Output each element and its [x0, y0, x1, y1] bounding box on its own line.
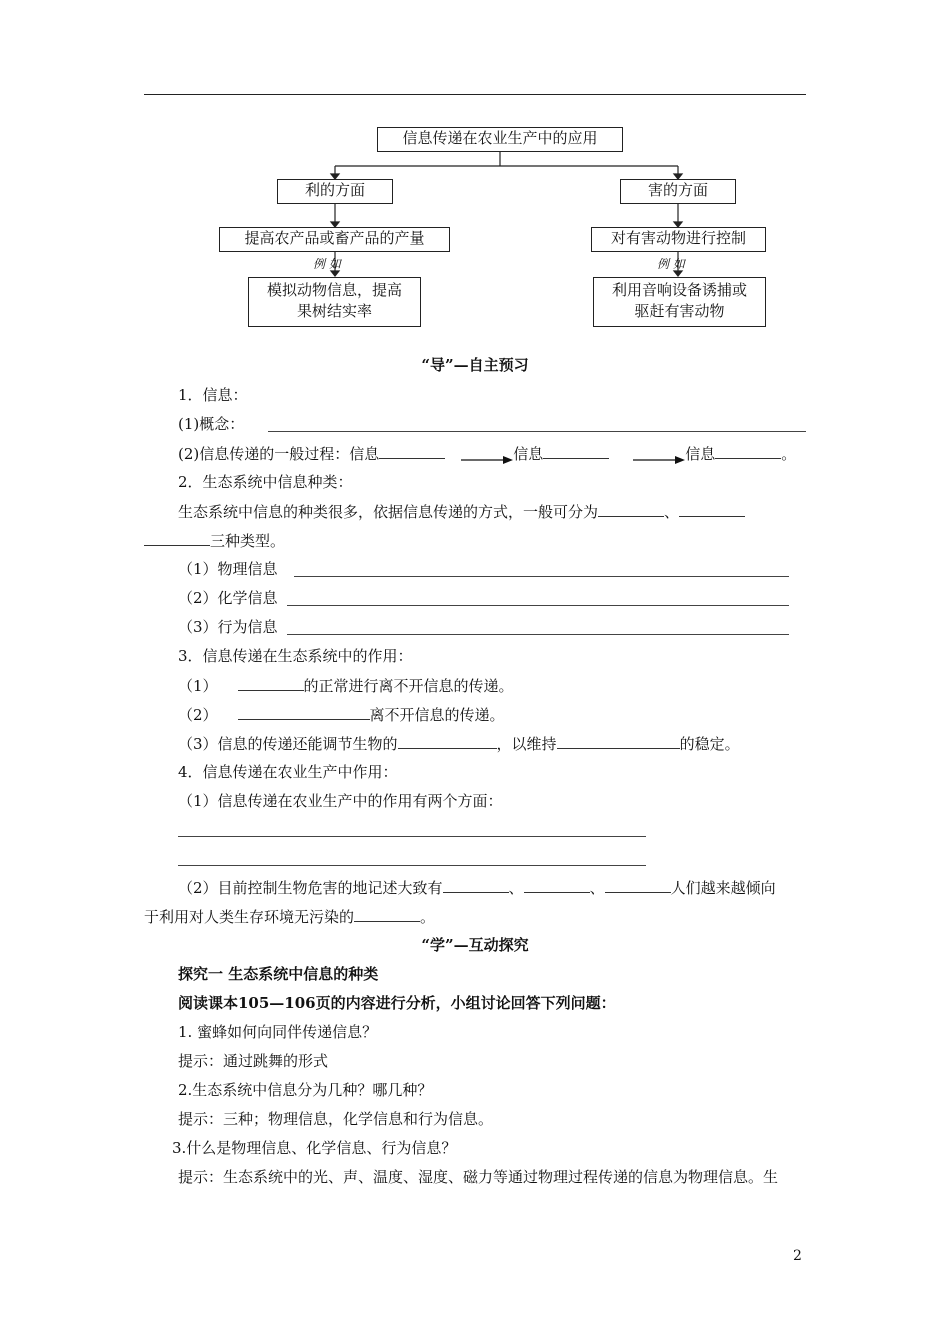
s2-separator: 、	[664, 503, 680, 521]
s4-item-2-sep-2: 、	[589, 879, 605, 897]
flowchart-left-example-box	[248, 277, 421, 327]
page-number: 2	[793, 1248, 802, 1264]
process-arrow-1-icon	[461, 450, 513, 460]
s3-item-2-label: （2）	[178, 706, 218, 724]
s3-item-3-blank-2[interactable]	[557, 733, 680, 749]
s1-concept-label: (1)概念：	[178, 415, 245, 433]
s2-physical-blank[interactable]	[294, 576, 789, 577]
explore-answer-1: 提示：通过跳舞的形式	[178, 1052, 329, 1070]
s2-blank-3[interactable]	[144, 530, 210, 546]
s3-item-1-text: 的正常进行离不开信息的传递。	[303, 677, 514, 695]
s3-item-3-text-a: （3）信息的传递还能调节生物的	[178, 735, 398, 753]
flowchart-harm-box: 害的方面	[620, 179, 736, 204]
explore-question-3: 3.什么是物理信息、化学信息、行为信息？	[172, 1139, 457, 1157]
s2-text: 生态系统中信息的种类很多，依据信息传递的方式，一般可分为	[178, 503, 599, 521]
s4-item-2-text-d: 。	[420, 908, 436, 926]
s1-process-blank-1[interactable]	[379, 443, 445, 459]
s3-item-3	[178, 733, 740, 754]
s1-process-mid-1: 信息	[513, 445, 544, 463]
s3-item-3-blank-1[interactable]	[398, 733, 497, 749]
s3-title: 3．信息传递在生态系统中的作用：	[178, 647, 413, 665]
flowchart-control-box: 对有害动物进行控制	[591, 227, 766, 252]
s4-item-2-blank-3[interactable]	[605, 877, 671, 893]
s4-title: 4．信息传递在农业生产中作用：	[178, 763, 398, 781]
s3-item-2	[178, 704, 505, 725]
s3-item-3-text-c: 的稳定。	[679, 735, 740, 753]
s2-title: 2．生态系统中信息种类：	[178, 473, 353, 491]
s4-item-1-blank-2[interactable]	[178, 865, 646, 866]
s4-item-2-blank-2[interactable]	[524, 877, 590, 893]
flowchart-left-example-line1: 模拟动物信息，提高	[266, 281, 402, 299]
s4-item-2-line1	[178, 877, 776, 898]
s3-item-1-label: （1）	[178, 677, 218, 695]
s4-item-2-text-b: 人们越来越倾向	[670, 879, 776, 897]
s1-process-end: 。	[781, 445, 797, 463]
s4-item-2-line2	[144, 906, 435, 927]
process-arrow-2-icon	[633, 450, 685, 460]
s2-behavior-blank[interactable]	[287, 634, 789, 635]
s4-item-2-sep-1: 、	[508, 879, 524, 897]
flowchart-right-example-box	[593, 277, 766, 327]
flowchart-left-example-label: 例 如	[313, 257, 341, 271]
s2-text-end: 三种类型。	[210, 532, 286, 550]
s1-concept-blank[interactable]	[268, 431, 806, 432]
s1-process-label: (2)信息传递的一般过程：信息	[178, 445, 380, 463]
s4-item-2-text-a: （2）目前控制生物危害的地记述大致有	[178, 879, 443, 897]
flowchart-right-example-line1: 利用音响设备诱捕或	[611, 281, 747, 299]
s2-behavior-label: （3）行为信息	[178, 618, 278, 636]
s2-physical-label: （1）物理信息	[178, 560, 278, 578]
explore-instruction: 阅读课本105—106页的内容进行分析，小组讨论回答下列问题：	[178, 994, 616, 1012]
s4-item-1-blank-1[interactable]	[178, 836, 646, 837]
s1-process-mid-2: 信息	[685, 445, 716, 463]
flowchart-root-box: 信息传递在农业生产中的应用	[377, 127, 623, 152]
flowchart-left-example-line2: 果树结实率	[296, 302, 372, 320]
explore-answer-2: 提示：三种；物理信息，化学信息和行为信息。	[178, 1110, 494, 1128]
s2-blank-1[interactable]	[598, 501, 664, 517]
s2-text-line2	[144, 530, 285, 551]
s4-item-2-text-c: 于利用对人类生存环境无污染的	[144, 908, 355, 926]
flowchart-right-example-line2: 驱赶有害动物	[634, 302, 725, 320]
flowchart-benefit-box: 利的方面	[277, 179, 393, 204]
flowchart-connectors	[0, 0, 950, 340]
s3-item-1-blank[interactable]	[238, 675, 304, 691]
explore-title: 探究一 生态系统中信息的种类	[178, 965, 379, 983]
s4-item-1: （1）信息传递在农业生产中的作用有两个方面：	[178, 792, 503, 810]
s4-item-2-blank-1[interactable]	[443, 877, 509, 893]
explore-answer-3: 提示：生态系统中的光、声、温度、湿度、磁力等通过物理过程传递的信息为物理信息。生	[178, 1168, 779, 1186]
s3-item-1	[178, 675, 514, 696]
s2-blank-2[interactable]	[679, 501, 745, 517]
s2-text-line1	[178, 501, 745, 522]
s1-process-blank-2[interactable]	[543, 443, 609, 459]
s3-item-3-text-b: ，以维持	[496, 735, 557, 753]
s4-item-2-blank-4[interactable]	[354, 906, 420, 922]
explore-heading: “学”—互动探究	[421, 936, 529, 954]
explore-question-2: 2.生态系统中信息分为几种？哪几种？	[178, 1081, 433, 1099]
preview-heading: “导”—自主预习	[421, 356, 529, 374]
flowchart-yield-box: 提高农产品或畜产品的产量	[219, 227, 450, 252]
s3-item-2-blank[interactable]	[238, 704, 370, 720]
s2-chemical-blank[interactable]	[287, 605, 789, 606]
explore-question-1: 1. 蜜蜂如何向同伴传递信息？	[178, 1023, 378, 1041]
s1-process-line	[178, 443, 796, 464]
s1-title: 1．信息：	[178, 386, 248, 404]
s2-chemical-label: （2）化学信息	[178, 589, 278, 607]
s3-item-2-text: 离不开信息的传递。	[369, 706, 505, 724]
flowchart-right-example-label: 例 如	[657, 257, 685, 271]
s1-process-blank-3[interactable]	[715, 443, 781, 459]
